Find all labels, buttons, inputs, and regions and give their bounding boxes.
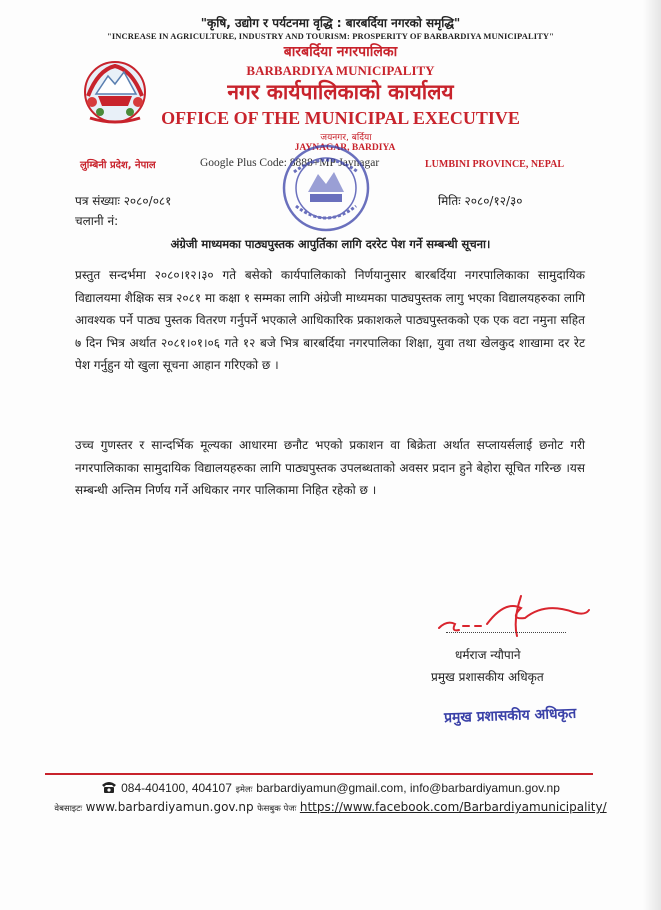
designation-stamp: प्रमुख प्रशासकीय अधिकृत	[443, 705, 577, 727]
signer-name: धर्मराज न्यौपाने	[455, 648, 521, 662]
footer-contact	[0, 780, 661, 795]
office-seal-stamp-icon	[280, 142, 372, 234]
footer-website: www.barbardiyamun.gov.np	[85, 800, 254, 814]
footer-divider	[45, 773, 593, 775]
plus-code: Google Plus Code: 8888+MP Jaynagar	[200, 157, 380, 169]
footer-emails: barbardiyamun@gmail.com, info@barbardiyamun.gov.np	[256, 781, 560, 795]
dispatch-number: चलानी नं:	[75, 214, 119, 228]
office-name-english: OFFICE OF THE MUNICIPAL EXECUTIVE	[161, 108, 520, 128]
footer-facebook-label: फेसबुक पेजः	[257, 804, 297, 814]
page-edge-shadow	[643, 0, 661, 910]
municipality-name-nepali: बारबर्दिया नगरपालिका	[283, 44, 398, 60]
municipality-name-english: BARBARDIYA MUNICIPALITY	[246, 63, 435, 78]
signer-title: प्रमुख प्रशासकीय अधिकृत	[431, 670, 544, 684]
handwritten-signature-icon	[425, 590, 595, 645]
motto-nepali: "कृषि, उद्योग र पर्यटनमा वृद्धि : बारबर्दिया नगरको समृद्धि"	[200, 16, 461, 30]
office-name-nepali: नगर कार्यपालिकाको कार्यालय	[227, 80, 454, 104]
footer-phone: 084-404100, 404107	[121, 781, 232, 795]
address-nepali: जयनगर, बर्दिया	[320, 133, 372, 143]
notice-paragraph-1: प्रस्तुत सन्दर्भमा २०८०।१२।३० गते बसेको कार्यपालिकाको निर्णयानुसार बारबर्दिया नगरपालिकाका सामुदायिक विद्यालयमा शैक्षिक सत्र २०८१ मा कक्षा १ सम्मका लागि अंग्रेजी माध्यमका पाठ्यपुस्तक लागु भएका विद्यालयहरुका लागि आवश्यक पर्ने पाठ्य पुस्तक वितरण गर्नुपर्ने भएकाले आधिकारिक प्रकाशकले पाठ्यपुस्तकको एक एक वटा नमुना सहित ७ दिन भित्र अर्थात २०८१।०१।०६ गते १२ बजे भित्र बारबर्दिया नगरपालिका शिक्षा, युवा तथा खेलकुद शाखामा दर रेट पेश गर्नुहुन यो खुला सूचना आहान गरिएको छ ।	[75, 268, 585, 372]
province-nepali: लुम्बिनी प्रदेश, नेपाल	[80, 160, 156, 171]
signature-line	[446, 632, 566, 633]
footer-web	[0, 800, 661, 814]
reference-number: पत्र संख्याः २०८०/०८१	[75, 194, 172, 208]
telephone-icon	[101, 780, 117, 794]
footer-website-label: वेबसाइटः	[54, 804, 83, 814]
address-english: JAYNAGAR, BARDIYA	[294, 143, 396, 153]
notice-paragraph-2: उच्च गुणस्तर र सान्दर्भिक मूल्यका आधारमा छनौट भएको प्रकाशन वा बिक्रेता अर्थात सप्लायर्सलाई छनोट गरी नगरपालिकाका सामुदायिक विद्यालयहरुका लागि पाठ्यपुस्तक उपलब्धताको अवसर प्रदान हुने बेहोरा सूचित गरिन्छ ।यस सम्बन्धी अन्तिम निर्णय गर्ने अधिकार नगर पालिकामा निहित रहेको छ ।	[75, 438, 585, 497]
province-english: LUMBINI PROVINCE, NEPAL	[425, 159, 564, 170]
notice-subject: अंग्रेजी माध्यमका पाठ्यपुस्तक आपुर्तिका लागि दररेट पेश गर्ने सम्बन्धी सूचना।	[170, 237, 491, 251]
footer-facebook-link[interactable]: https://www.facebook.com/Barbardiyamunicipality/	[299, 800, 607, 814]
motto-english: "INCREASE IN AGRICULTURE, INDUSTRY AND TOURISM: PROSPERITY OF BARBARDIYA MUNICIPALITY"	[107, 31, 554, 41]
footer-email-label: इमेलः	[235, 785, 253, 795]
letter-date: मितिः २०८०/१२/३०	[438, 194, 523, 208]
